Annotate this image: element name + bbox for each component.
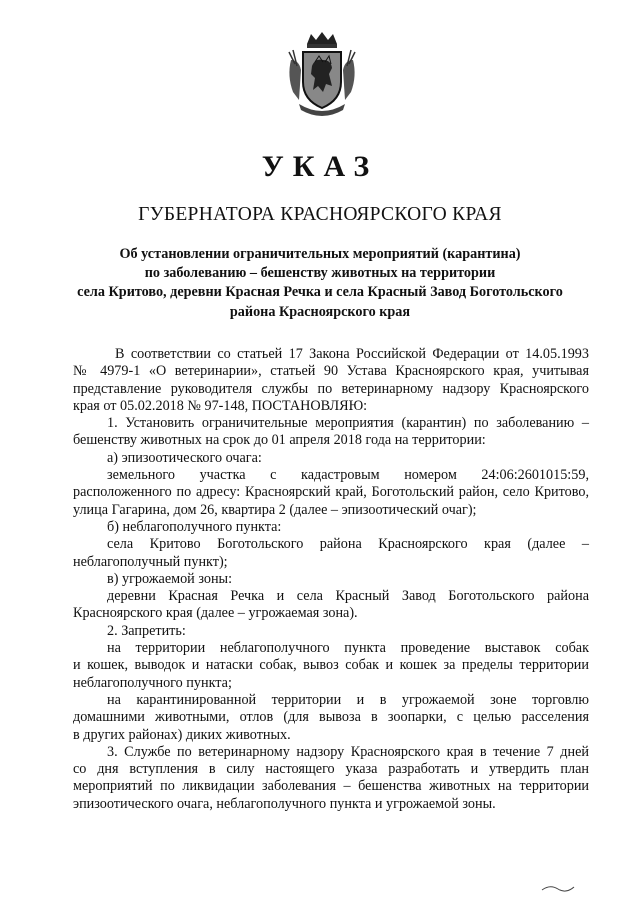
- body-line: 1. Установить ограничительные мероприятия (карантин) по заболеванию –: [107, 415, 589, 432]
- body-line: эпизоотического очага, неблагополучного пункта и угрожаемой зоны.: [73, 795, 496, 812]
- body-line: 2. Запретить:: [107, 622, 186, 639]
- body-line: на карантинированной территории и в угрожаемой зоне торговлю: [107, 691, 589, 708]
- page-mark: [540, 882, 576, 894]
- body-line: неблагополучный пункт);: [73, 553, 228, 570]
- body-line: улица Гагарина, дом 26, квартира 2 (далее – эпизоотический очаг);: [73, 501, 477, 518]
- body-line: 3. Службе по ветеринарному надзору Красноярского края в течение 7 дней: [107, 743, 589, 760]
- body-line: края от 05.02.2018 № 97-148, ПОСТАНОВЛЯЮ:: [73, 397, 368, 414]
- body-line: неблагополучного пункта;: [73, 674, 232, 691]
- body-line: Красноярского края (далее – угрожаемая зона).: [73, 605, 358, 622]
- body-line: земельного участка с кадастровым номером 24:06:2601015:59,: [107, 467, 589, 484]
- body-line: представление руководителя службы по ветеринарному надзору Красноярского: [73, 380, 589, 397]
- issuing-authority: ГУБЕРНАТОРА КРАСНОЯРСКОГО КРАЯ: [138, 204, 502, 225]
- subject-line: района Красноярского края: [229, 303, 411, 320]
- body-line: на территории неблагополучного пункта проведение выставок собак: [107, 640, 589, 657]
- body-line: домашними животными, отлов (для вывоза в зоопарки, с целью расселения: [73, 709, 589, 726]
- body-line: в других районах) диких животных.: [73, 726, 291, 743]
- subject-line: села Критово, деревни Красная Речка и села Красный Завод Боготольского: [77, 284, 563, 301]
- body-line: б) неблагополучного пункта:: [107, 518, 282, 535]
- body-line: в) угрожаемой зоны:: [107, 570, 233, 587]
- subject-line: Об установлении ограничительных мероприятий (карантина): [119, 246, 521, 262]
- subject-line: по заболеванию – бешенству животных на территории: [144, 265, 496, 282]
- body-line: а) эпизоотического очага:: [107, 449, 262, 466]
- decree-subject: [60, 245, 580, 322]
- body-line: села Критово Боготольского района Красноярского края (далее –: [107, 536, 589, 553]
- document-title: УКАЗ: [261, 150, 379, 183]
- body-line: мероприятий по ликвидации заболевания – бешенства животных на территории: [73, 778, 589, 795]
- body-line: расположенного по адресу: Красноярский край, Боготольский район, село Критово,: [73, 484, 589, 501]
- body-line: бешенству животных на срок до 01 апреля 2018 года на территории:: [73, 432, 486, 449]
- body-line: и кошек, выводок и натаски собак, вывоз собак и кошек за пределы территории: [73, 657, 589, 674]
- body-line: со дня вступления в силу настоящего указа разработать и утвердить план: [73, 761, 589, 778]
- coat-of-arms-emblem: [285, 30, 359, 116]
- decree-body: [73, 346, 589, 813]
- body-line: № 4979-1 «О ветеринарии», статьей 90 Устава Красноярского края, учитывая: [73, 363, 589, 380]
- body-line: В соответствии со статьей 17 Закона Российской Федерации от 14.05.1993: [115, 346, 589, 362]
- body-line: деревни Красная Речка и села Красный Завод Боготольского района: [107, 588, 589, 605]
